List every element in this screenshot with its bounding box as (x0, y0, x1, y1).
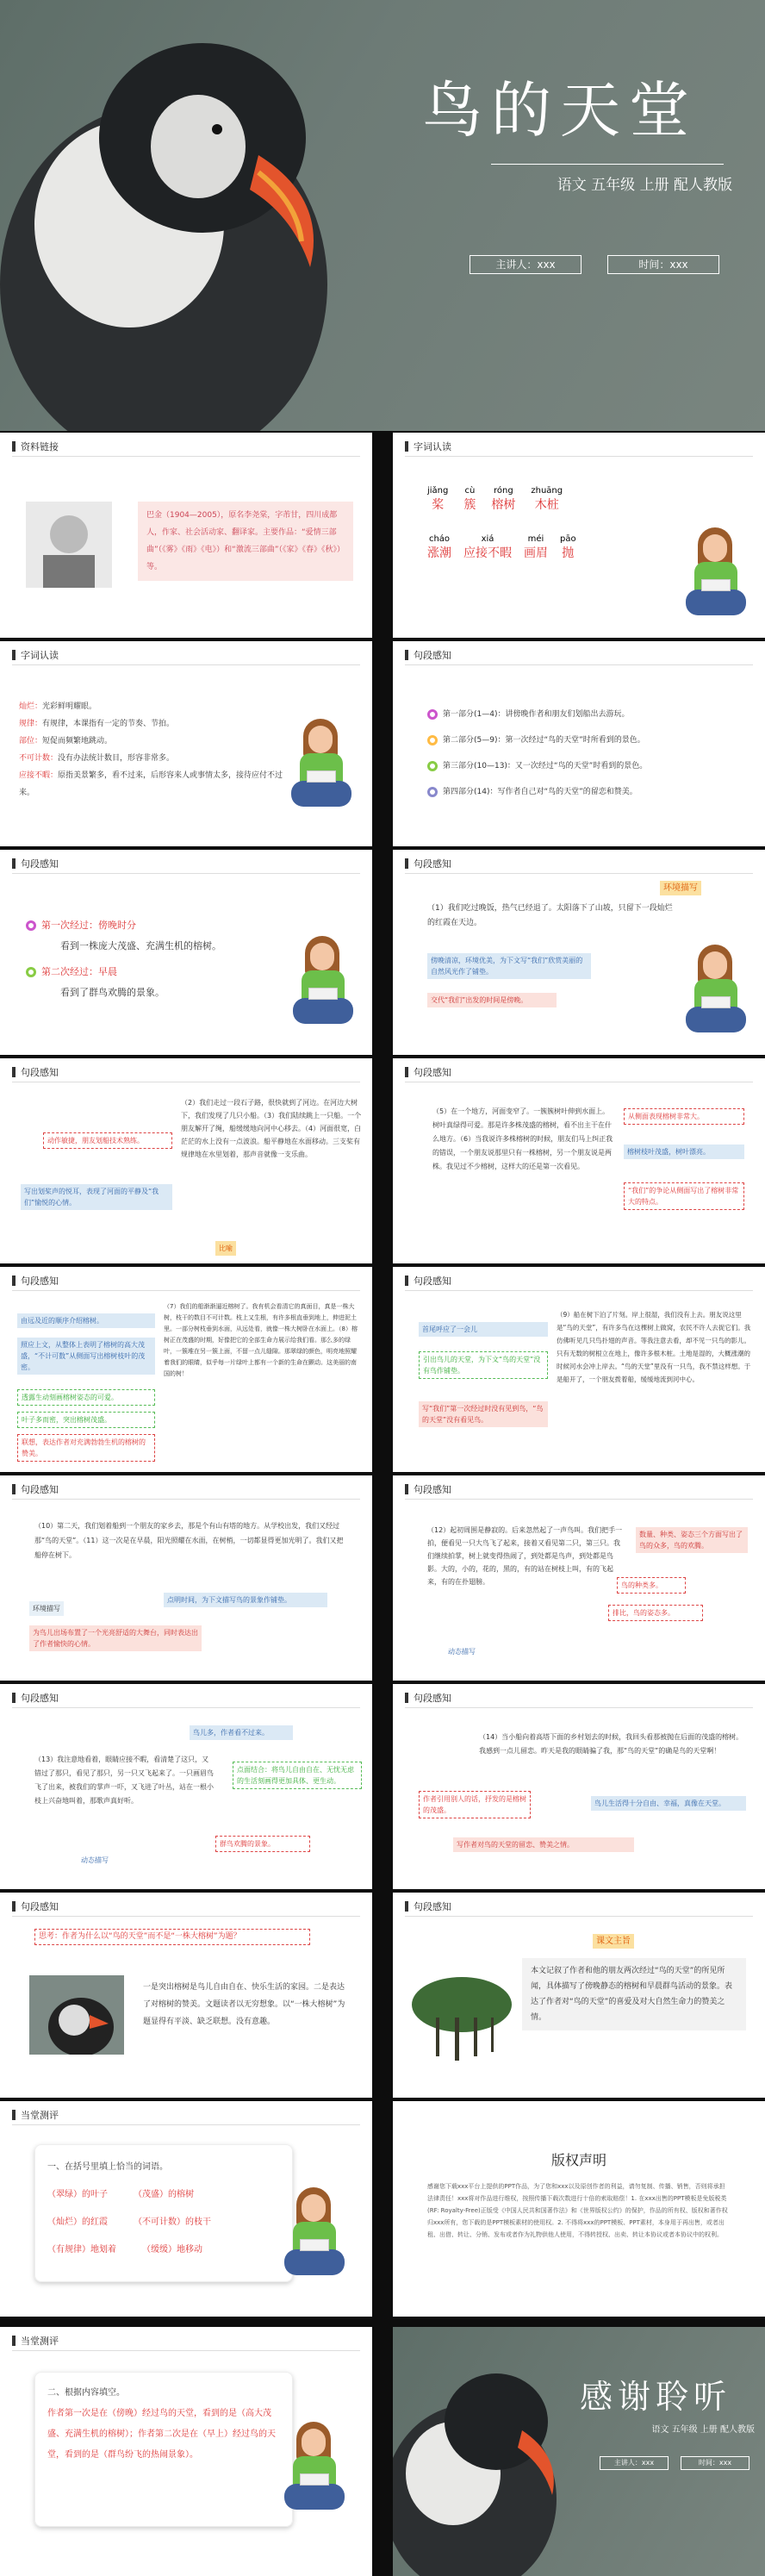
pinyin: róng (494, 486, 513, 496)
slide-heading: 字词认读 (21, 650, 59, 661)
paragraph: （10）第二天，我们划着船到一个朋友的家乡去，那是个有山有塔的地方。从学校出发，我们又经过那“鸟的天堂”。（11）这一次是在早晨，阳光照耀在水面，在树梢，一切都显得更加光明了。我们又把船停在树下。 (34, 1522, 344, 1559)
pinyin: cù (464, 486, 476, 496)
presenter-box: 主讲人：xxx (470, 255, 582, 274)
word: 木桩 (534, 498, 559, 512)
annotation-box: 引出鸟儿的天堂，为下文“鸟的天堂”没有鸟作铺垫。 (419, 1351, 548, 1379)
end-title: 感谢聆听 (579, 2378, 731, 2416)
slide-para-5 (393, 1267, 765, 1472)
slide-heading: 句段感知 (21, 1901, 59, 1912)
pinyin: méi (527, 534, 544, 544)
question-box: 思考：作者为什么以“鸟的天堂”而不是“一株大榕树”为题？ (34, 1929, 310, 1945)
word: 画眉 (524, 546, 548, 560)
slide-heading: 句段感知 (414, 650, 451, 661)
spiral-icon (427, 761, 438, 771)
paragraph: （12）起初周围是静寂的。后来忽然起了一声鸟叫。我们把手一拍，便看见一只大鸟飞了起来，接着又看见第二只，第三只。我们继续拍掌，树上就变得热闹了，到处都是鸟声，到处都是鸟影。大的，小的，花的，黑的，有的站在树枝上叫，有的飞起来，有的在扑翅膀。 (427, 1526, 623, 1586)
annotation-box: 点面结合：将鸟儿自由自在、无忧无虑的生活刻画得更加具体、更生动。 (233, 1762, 362, 1789)
annotation-box: 动作敏捷，朋友划船技术熟练。 (43, 1132, 172, 1149)
slide-heading: 句段感知 (21, 1693, 59, 1704)
slide-quiz-2 (0, 2327, 372, 2576)
girl-reading-image (284, 2187, 345, 2282)
paragraph: （13）我注意地看着，眼睛应接不暇，看清楚了这只，又错过了那只，看见了那只，另一只又飞起来了。一只画眉鸟飞了出来，被我们的掌声一吓，又飞进了叶丛，站在一根小枝上兴奋地叫着，那歌声真好听。 (34, 1756, 214, 1805)
paragraph: （7）我们的船渐渐逼近榕树了。我有机会看清它的真面目，真是一株大树，枝干的数目不可计数。枝上又生根，有许多根直垂到地上，伸进泥土里。一部分树枝垂到水面，从远处看，就像一株大树卧在水面上。（8）榕树正在茂盛的时期，好像把它的全部生命力展示给我们看。那么多的绿叶，一簇堆在另一簇上面，不留一点儿缝隙。那翠绿的颜色，明亮地照耀着我们的眼睛，似乎每一片绿叶上都有一个新的生命在颤动。这美丽的南国的树！ (164, 1303, 358, 1377)
answer-text: 一是突出榕树是鸟儿自由自在、快乐生活的家园。二是表达了对榕树的赞美。文题读者以无穷想象。以“一株大榕树”为题显得有平淡、缺乏联想。没有意趣。 (143, 1983, 345, 2026)
spiral-icon (26, 967, 36, 977)
annotation-box: 作者引用别人的话，抒发的是榕树的茂盛。 (419, 1791, 531, 1818)
girl-reading-image (284, 2422, 345, 2517)
env-tag: 环境描写 (660, 881, 701, 895)
pinyin: jiǎng (427, 486, 449, 496)
slide-title-question (0, 1893, 372, 2098)
paragraph: （14）当小船向着高塔下面的乡村划去的时候，我回头看那被抛在后面的茂盛的榕树。我感到一点儿留恋。昨天是我的眼睛骗了我，那“鸟的天堂”的确是鸟的天堂啊！ (479, 1733, 743, 1755)
cover-divider (491, 164, 724, 165)
summary-text: 本文记叙了作者和他的朋友两次经过“鸟的天堂”的所见所闻，具体描写了傍晚静态的榕树和早晨群鸟活动的景象。表达了作者对“鸟的天堂”的喜爱及对大自然生命力的赞美之情。 (522, 1958, 746, 2030)
slide-heading: 句段感知 (414, 858, 451, 870)
spiral-icon (427, 735, 438, 745)
slide-heading: 句段感知 (414, 1693, 451, 1704)
slide-end (393, 2327, 765, 2576)
annotation-box: 鸟儿多，作者看不过来。 (190, 1725, 293, 1740)
cover-subtitle: 语文 五年级 上册 配人教版 (557, 177, 732, 194)
annotation-box: 从侧面表现榕树非常大。 (624, 1108, 744, 1125)
end-subtitle: 语文 五年级 上册 配人教版 (651, 2425, 755, 2435)
annotation-box: 写作者对鸟的天堂的留恋、赞美之情。 (453, 1837, 634, 1852)
slide-heading: 字词认读 (414, 441, 451, 452)
slide-heading: 句段感知 (414, 1276, 451, 1287)
quiz-card: 一、在括号里填上恰当的词语。 （翠绿）的叶子 （茂盛）的榕树 （灿烂）的红霞 （不可计数）的枝干 （有规律）地划着 （缓缓）地移动 (34, 2144, 293, 2282)
note-box: 为鸟儿出场布置了一个光亮舒适的大舞台，同时表达出了作者愉快的心情。 (29, 1625, 202, 1651)
annotation-box: 排比，鸟的姿态多。 (608, 1605, 703, 1621)
annotation-box: 透露生动刻画榕树姿态的可爱。 (17, 1389, 155, 1406)
word: 桨 (432, 498, 445, 512)
slide-resource (0, 433, 372, 638)
theme-tag: 课文主旨 (593, 1934, 634, 1949)
slide-copyright (393, 2101, 765, 2317)
time-box: 时间：xxx (607, 255, 719, 274)
slide-heading: 句段感知 (21, 1484, 59, 1495)
puffin-image (393, 2327, 565, 2576)
annotation-box: 叶子多而密，突出榕树茂盛。 (17, 1412, 155, 1428)
word: 簇 (463, 498, 476, 512)
vocab-row-2 (427, 534, 576, 561)
slide-heading: 句段感知 (414, 1901, 451, 1912)
slide-heading: 当堂测评 (21, 2336, 59, 2347)
annotation-box: 群鸟欢腾的景象。 (215, 1836, 310, 1852)
pinyin: zhuāng (531, 486, 563, 496)
banyan-tree-image (410, 1970, 513, 2065)
paragraph: （2）我们走过一段石子路，很快就到了河边。在河边大树下，我们发现了几只小船。（3）我们陆续跳上一只船。一个朋友解开了绳，船缓缓地向河中心移去。（4）河面很宽，白茫茫的水上没有一点波浪。船平静地在水面移动。三支桨有规律地在水里划着，那声音就像一支乐曲。 (181, 1099, 362, 1158)
slide-para-7 (393, 1475, 765, 1681)
time-box: 时间：xxx (681, 2456, 749, 2470)
env-tag: 环境描写 (29, 1601, 64, 1616)
slide-heading: 资料链接 (12, 440, 59, 453)
annotation-box: 联想，表达作者对充满勃勃生机的榕树的赞美。 (17, 1434, 155, 1462)
presenter-box: 主讲人：xxx (600, 2456, 669, 2470)
vocab-row-1 (427, 486, 563, 513)
cover-slide (0, 0, 765, 431)
paragraph: （1）我们吃过晚饭，热气已经退了。太阳落下了山坡，只留下一段灿烂的红霞在天边。 (427, 904, 673, 927)
slide-heading: 当堂测评 (21, 2110, 59, 2121)
author-portrait (26, 502, 112, 588)
spiral-icon (26, 920, 36, 931)
slide-para-4 (0, 1267, 372, 1472)
parts-list: 第一部分(1—4)：讲傍晚作者和朋友们划船出去游玩。 第二部分(5—9)：第一次经过“鸟的天堂”时所看到的景色。 第三部分(10—13)：又一次经过“鸟的天堂”时看到的景色。 第四部分(14)：写作者自己对“鸟的天堂”的留恋和赞美。 (427, 702, 755, 805)
annotation-box: 写“我们”第一次经过时没有见到鸟，“鸟的天堂”没有看见鸟。 (419, 1401, 548, 1427)
slide-vocab-2 (0, 641, 372, 846)
annotation-box: 写出划桨声的悦耳，表现了河面的平静及“我们”愉悦的心情。 (21, 1184, 172, 1210)
slide-para-6 (0, 1475, 372, 1681)
slide-heading: 句段感知 (414, 1484, 451, 1495)
annotation-box: 照应上文，从整体上表明了榕树的高大茂盛，“不计可数”从侧面写出榕树枝叶的茂密。 (17, 1338, 155, 1375)
slide-para-8 (0, 1684, 372, 1889)
annotation-box: 鸟的种类多。 (617, 1577, 686, 1594)
slide-para-9 (393, 1684, 765, 1889)
annotation-box: “我们”的争论从侧面写出了榕树非常大的特点。 (624, 1182, 744, 1210)
slide-heading: 句段感知 (21, 1276, 59, 1287)
slide-two-visits (0, 850, 372, 1055)
quiz-card: 二、根据内容填空。 作者第一次是在（傍晚）经过鸟的天堂，看到的是（高大茂盛、充满生机的榕树）；作者第二次是在（早上）经过鸟的天堂，看到的是（群鸟纷飞的热闹景象）。 (34, 2372, 293, 2527)
definition-list: 灿烂：光彩鲜明耀眼。 规律：有规律，本课指有一定的节奏、节拍。 部位：短促而频繁地跳动。 不可计数：没有办法统计数目，形容非常多。 应接不暇：原指美景繁多，看不过来，后形容来人或事情太多，接待应付不过来。 (19, 702, 283, 797)
word: 榕树 (491, 498, 516, 512)
pinyin: pāo (560, 534, 576, 544)
annotation-box: 数量、种类、姿态三个方面写出了鸟的众多，鸟的欢腾。 (636, 1527, 748, 1553)
slide-para-2 (0, 1058, 372, 1263)
dynamic-tag: 动态描写 (81, 1856, 109, 1864)
annotation-box: 榕树枝叶茂盛，树叶漂亮。 (624, 1145, 744, 1159)
bio-text: 巴金（1904—2005），原名李尧棠，字芾甘，四川成都人，作家、社会活动家、翻译家。主要作品：“爱情三部曲”（《雾》《雨》《电》）和“激流三部曲”（《家》《春》《秋》）等。 (138, 502, 353, 581)
word: 应接不暇 (463, 546, 512, 560)
annotation-box: 由远及近的顺序介绍榕树。 (17, 1313, 155, 1328)
girl-reading-image (686, 527, 746, 622)
spiral-icon (427, 709, 438, 720)
slide-heading: 句段感知 (414, 1067, 451, 1078)
word: 抛 (562, 546, 575, 560)
note-box: 点明时间，为下文描写鸟的景象作铺垫。 (164, 1593, 327, 1607)
copyright-body: 感谢您下载xxx平台上提供的PPT作品，为了您和xxx以及原创作者的利益，请勿复制、传播、销售，否则将承担法律责任！xxx将对作品进行维权，按照传播下载次数进行十倍的索取赔偿！1. 在xxx出售的PPT模板是免版税类(RF: Royalty-Free)正版受《中国人民共和国著作法》和《世界版权公约》的保护，作品的所有权、版权和著作权归xxx所有，您下载的是PPT模板素材的使用权。2. 不得将xxx的PPT模板、PPT素材，本身用于再出售，或者出租、出借、转让、分销、发布或者作为礼物供他人使用，不得转授权、出卖、转让本协议或者本协议中的权利。 (427, 2183, 728, 2238)
slide-quiz-1 (0, 2101, 372, 2317)
first-visit: 第一次经过：傍晚时分 看到一株庞大茂盛、充满生机的榕树。 第二次经过：早晨 看到了群鸟欢腾的景象。 (26, 915, 221, 1003)
rhetoric-tag: 比喻 (215, 1241, 236, 1256)
girl-reading-image (291, 719, 351, 814)
slide-theme (393, 1893, 765, 2098)
slide-vocab-1 (393, 433, 765, 638)
girl-reading-image (293, 936, 353, 1031)
annotation-box: 首尾呼应了一会儿 (419, 1322, 548, 1337)
girl-reading-image (686, 945, 746, 1039)
slide-para-3 (393, 1058, 765, 1263)
cover-title: 鸟的天堂 (422, 75, 698, 146)
copyright-title: 版权声明 (550, 2152, 606, 2168)
annotation-box: 鸟儿生活得十分自由、幸福，真像在天堂。 (591, 1796, 746, 1811)
pinyin: xiá (481, 534, 494, 544)
paragraph: （5）在一个地方，河面变窄了。一簇簇树叶伸到水面上。树叶真绿得可爱。那是许多株茂盛的榕树，看不出主干在什么地方。（6）当我说许多株榕树的时候，朋友们马上纠正我的错误，一个朋友说那里只有一株榕树，另一个朋友说是两株。我见过不少榕树，这样大的还是第一次看见。 (432, 1107, 613, 1170)
slide-para-1 (393, 850, 765, 1055)
dynamic-tag: 动态描写 (448, 1648, 476, 1656)
slide-heading: 句段感知 (21, 1067, 59, 1078)
note-box: 交代“我们”出发的时间是傍晚。 (427, 993, 557, 1007)
slide-structure (393, 641, 765, 846)
pinyin: cháo (428, 534, 451, 544)
paragraph: （9）船在树下泊了片刻。岸上很湿，我们没有上去。朋友说这里是“鸟的天堂”，有许多鸟在这棵树上做窝，农民不许人去捉它们。我仿佛听见几只鸟扑翅的声音。等我注意去看，却不见一只鸟的影儿。只有无数的树根立在地上，像许多根木桩。土地是湿的，大概涨潮的时候河水会冲上岸去。“鸟的天堂”里没有一只鸟，我不禁这样想。于是船开了，一个朋友拨着船，缓缓地流到河中心。 (557, 1311, 751, 1383)
puffin-image (0, 0, 370, 431)
note-box: 傍晚清凉，环境优美，为下文写“我们”欣赏美丽的自然风光作了铺垫。 (427, 953, 591, 979)
spiral-icon (427, 787, 438, 797)
slide-heading: 句段感知 (21, 858, 59, 870)
puffin-thumbnail (29, 1975, 124, 2055)
word: 涨潮 (427, 546, 451, 560)
